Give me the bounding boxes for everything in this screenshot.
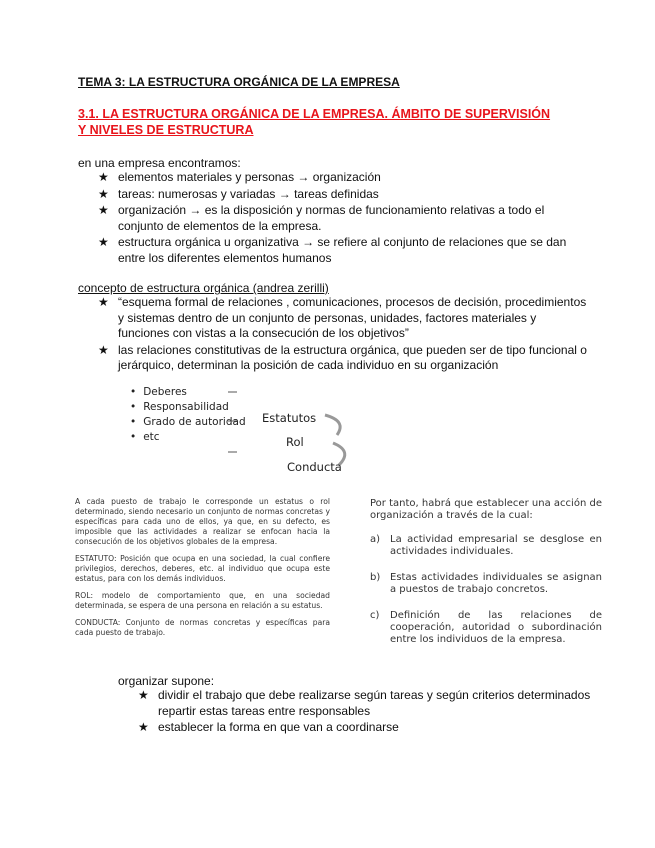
lettered-item: c) Definición de las relaciones de cooperación, autoridad o subordinación entre los individuos de la empresa.	[370, 610, 602, 645]
star-bullet-icon: ★	[138, 720, 149, 734]
diagram-bullet: • Responsabilidad	[130, 400, 246, 415]
list-item: ★ organización → es la disposición y normas de funcionamiento relativas a todo el conjunto de elementos de la empresa.	[98, 203, 545, 233]
diagram-word-conducta: Conducta	[287, 460, 342, 474]
star-bullet-icon: ★	[98, 235, 109, 249]
diagram-word-estatutos: Estatutos	[262, 411, 317, 425]
list-item: ★ estructura orgánica u organizativa → se refiere al conjunto de relaciones que se dan entre los diferentes elementos humanos	[98, 235, 567, 265]
page-title: TEMA 3: LA ESTRUCTURA ORGÁNICA DE LA EMPRESA	[78, 75, 400, 89]
list-concept	[98, 295, 588, 375]
star-bullet-icon: ★	[138, 688, 149, 702]
left-column-text	[75, 497, 330, 645]
paragraph: A cada puesto de trabajo le corresponde un estatus o rol determinado, siendo necesario un conjunto de normas concretas y específicas para cada uno de ellos, ya que, en su defecto, es imposible que las actividades a realizar se enfocan hacia la consecución de los objetivos globales de la empresa.	[75, 497, 330, 546]
list-item: ★ “esquema formal de relaciones , comunicaciones, procesos de decisión, procedimientos y sistemas dentro de un conjunto de personas, unidades, factores materiales y funciones con vistas a la consecución de los objetivos”	[98, 295, 587, 340]
diagram-bullet: • Grado de autoridad	[130, 415, 246, 430]
star-bullet-icon: ★	[98, 203, 109, 217]
paragraph: ROL: modelo de comportamiento que, en una sociedad determinada, se espera de una persona en relación a su estatus.	[75, 591, 330, 610]
section-heading: 3.1. LA ESTRUCTURA ORGÁNICA DE LA EMPRESA. ÁMBITO DE SUPERVISIÓN Y NIVELES DE ESTRUCTURA	[78, 107, 551, 137]
diagram-word-rol: Rol	[286, 435, 304, 449]
list-item: ★ las relaciones constitutivas de la estructura orgánica, que pueden ser de tipo funcional o jerárquico, determinan la posición de cada individuo en su organización	[98, 342, 587, 372]
intro-text: en una empresa encontramos:	[78, 156, 241, 170]
paragraph: ESTATUTO: Posición que ocupa en una sociedad, la cual confiere privilegios, derechos, deberes, etc. al individuo que ocupa este estatus, para con los demás individuos.	[75, 554, 330, 583]
concept-heading: concepto de estructura orgánica (andrea zerilli)	[78, 281, 329, 295]
diagram-bullet: • Deberes	[130, 385, 246, 400]
curved-arrow-icon	[325, 415, 340, 435]
star-bullet-icon: ★	[98, 295, 109, 309]
paragraph: CONDUCTA: Conjunto de normas concretas y específicas para cada puesto de trabajo.	[75, 618, 330, 637]
star-bullet-icon: ★	[98, 342, 109, 357]
list-item: ★ establecer la forma en que van a coordinarse	[138, 720, 399, 734]
lettered-item: b) Estas actividades individuales se asignan a puestos de trabajo concretos.	[370, 572, 602, 595]
lettered-item: a) La actividad empresarial se desglose en actividades individuales.	[370, 534, 602, 557]
diagram-bullet: • etc	[130, 430, 246, 445]
right-column-text	[370, 498, 602, 660]
list-organize	[138, 688, 608, 737]
list-item: ★ dividir el trabajo que debe realizarse según tareas y según criterios determinados repartir estas tareas entre responsables	[138, 688, 591, 718]
organize-heading: organizar supone:	[118, 674, 215, 688]
list-item: ★ tareas: numerosas y variadas → tareas definidas	[98, 186, 379, 201]
list-item: ★ elementos materiales y personas → organización	[98, 170, 381, 184]
paragraph: Por tanto, habrá que establecer una acción de organización a través de la cual:	[370, 498, 602, 521]
star-bullet-icon: ★	[98, 170, 109, 184]
star-bullet-icon: ★	[98, 186, 109, 201]
list-elements	[98, 170, 568, 267]
